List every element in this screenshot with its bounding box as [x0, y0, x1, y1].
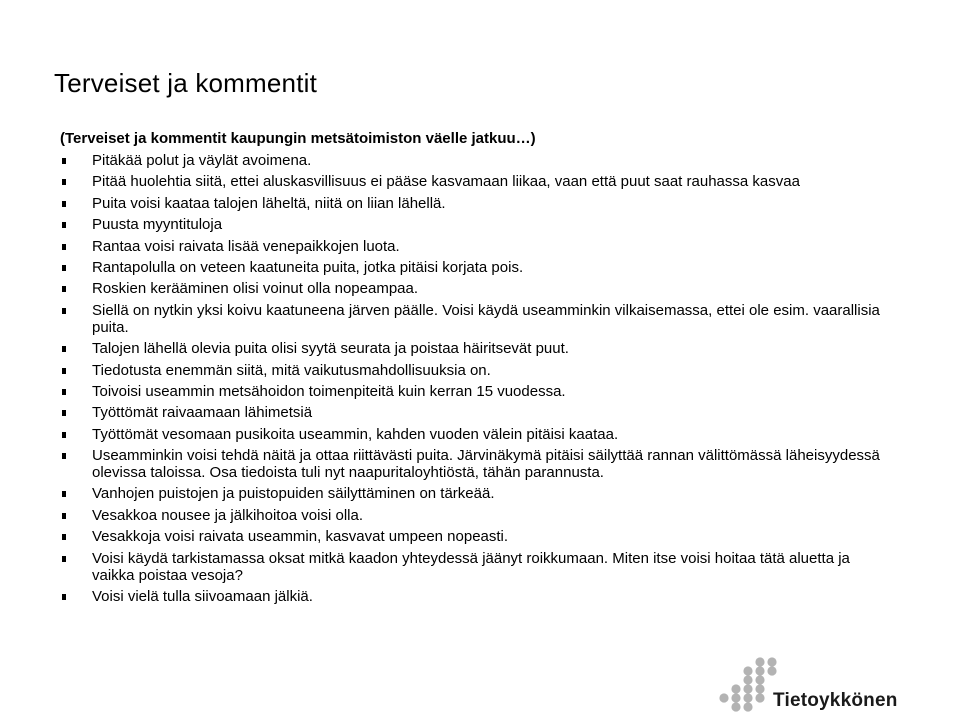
bullet-marker-icon: [62, 410, 66, 416]
logo-dot: [743, 675, 752, 684]
comment-text: Vesakkoa nousee ja jälkihoitoa voisi olla.: [92, 506, 364, 524]
logo-dot: [731, 684, 740, 693]
logo-dot: [755, 684, 764, 693]
comment-item: [60, 259, 880, 276]
bullet-marker-icon: [62, 179, 66, 185]
tietoykkonen-logo-text: Tietoykkönen: [773, 690, 898, 711]
comment-item: [60, 404, 880, 421]
comment-item: [60, 426, 880, 443]
comment-text: Työttömät vesomaan pusikoita useammin, kahden vuoden välein pitäisi kaataa.: [92, 425, 619, 443]
bullet-marker-icon: [62, 368, 66, 374]
comment-text: Siellä on nytkin yksi koivu kaatuneena järven päälle. Voisi käydä useamminkin vilkaisemassa, ettei ole esim. vaarallisia puita.: [92, 301, 880, 336]
logo-dot: [755, 666, 764, 675]
bullet-marker-icon: [62, 594, 66, 600]
comment-text: Rantapolulla on veteen kaatuneita puita, jotka pitäisi korjata pois.: [92, 258, 524, 276]
bullet-marker-icon: [62, 222, 66, 228]
logo-dot: [755, 693, 764, 702]
bullet-marker-icon: [62, 244, 66, 250]
bullet-marker-icon: [62, 432, 66, 438]
comment-item: [60, 238, 880, 255]
logo-dot: [743, 666, 752, 675]
bullet-marker-icon: [62, 201, 66, 207]
comment-text: Vanhojen puistojen ja puistopuiden säilyttäminen on tärkeää.: [92, 485, 495, 503]
comment-text: Voisi vielä tulla siivoamaan jälkiä.: [92, 588, 313, 606]
logo-dot: [743, 702, 752, 711]
comment-item: [60, 340, 880, 357]
comment-item: [60, 280, 880, 297]
bullet-marker-icon: [62, 308, 66, 314]
bullet-marker-icon: [62, 534, 66, 540]
comment-text: Puusta myyntituloja: [92, 216, 223, 234]
comment-text: Toivoisi useammin metsähoidon toimenpiteitä kuin kerran 15 vuodessa.: [92, 382, 566, 400]
logo-dot: [719, 693, 728, 702]
bullet-marker-icon: [62, 346, 66, 352]
comment-text: Roskien kerääminen olisi voinut olla nopeampaa.: [92, 280, 419, 298]
comment-item: [60, 362, 880, 379]
comment-item: [60, 302, 880, 336]
logo-dot: [743, 684, 752, 693]
comment-text: Rantaa voisi raivata lisää venepaikkojen luota.: [92, 237, 400, 255]
comment-item: [60, 485, 880, 502]
comment-item: [60, 550, 880, 584]
comment-text: Työttömät raivaamaan lähimetsiä: [92, 404, 313, 422]
bullet-marker-icon: [62, 491, 66, 497]
slide-title: Terveiset ja kommentit: [54, 68, 318, 98]
comment-text: Voisi käydä tarkistamassa oksat mitkä kaadon yhteydessä jäänyt roikkumaan. Miten itse voisi hoitaa tätä aluetta ja vaikka poistaa vesoja?: [92, 549, 850, 584]
bullet-marker-icon: [62, 513, 66, 519]
bullet-marker-icon: [62, 286, 66, 292]
bullet-marker-icon: [62, 389, 66, 395]
comment-text: Useamminkin voisi tehdä näitä ja ottaa riittävästi puita. Järvinäkymä pitäisi säilyttää rannan välittömässä läheisyydessä olevissa taloissa. Osa tiedoista tuli nyt naapuritaloyhtiöstä, tähän parannusta.: [92, 447, 880, 482]
bullet-marker-icon: [62, 556, 66, 562]
comment-item: [60, 383, 880, 400]
logo-dot: [755, 675, 764, 684]
comment-text: Talojen lähellä olevia puita olisi syytä seurata ja poistaa häiritsevät puut.: [92, 340, 569, 358]
comment-item: [60, 152, 880, 169]
comment-text: Tiedotusta enemmän siitä, mitä vaikutusmahdollisuuksia on.: [92, 361, 491, 379]
comment-text: Vesakkoja voisi raivata useammin, kasvavat umpeen nopeasti.: [92, 528, 509, 546]
comment-item: [60, 588, 880, 605]
bullet-marker-icon: [62, 158, 66, 164]
comment-item: [60, 447, 880, 481]
bullet-marker-icon: [62, 453, 66, 459]
logo-dot: [743, 693, 752, 702]
logo-dot: [731, 702, 740, 711]
comment-item: [60, 195, 880, 212]
comment-text: Puita voisi kaataa talojen läheltä, niitä on liian lähellä.: [92, 194, 446, 212]
comment-item: [60, 216, 880, 233]
comment-item: [60, 528, 880, 545]
comment-text: Pitää huolehtia siitä, ettei aluskasvillisuus ei pääse kasvamaan liikaa, vaan että puut saat rauhassa kasvaa: [92, 173, 800, 191]
comment-text: Pitäkää polut ja väylät avoimena.: [92, 152, 312, 169]
comment-item: [60, 507, 880, 524]
logo-dot: [755, 657, 764, 666]
bullet-marker-icon: [62, 265, 66, 271]
comment-item: [60, 173, 880, 190]
logo-dot: [767, 666, 776, 675]
logo-dot: [731, 693, 740, 702]
slide-subheading: (Terveiset ja kommentit kaupungin metsätoimiston väelle jatkuu…): [60, 130, 536, 147]
comment-list: [60, 152, 880, 609]
logo-dot: [767, 657, 776, 666]
